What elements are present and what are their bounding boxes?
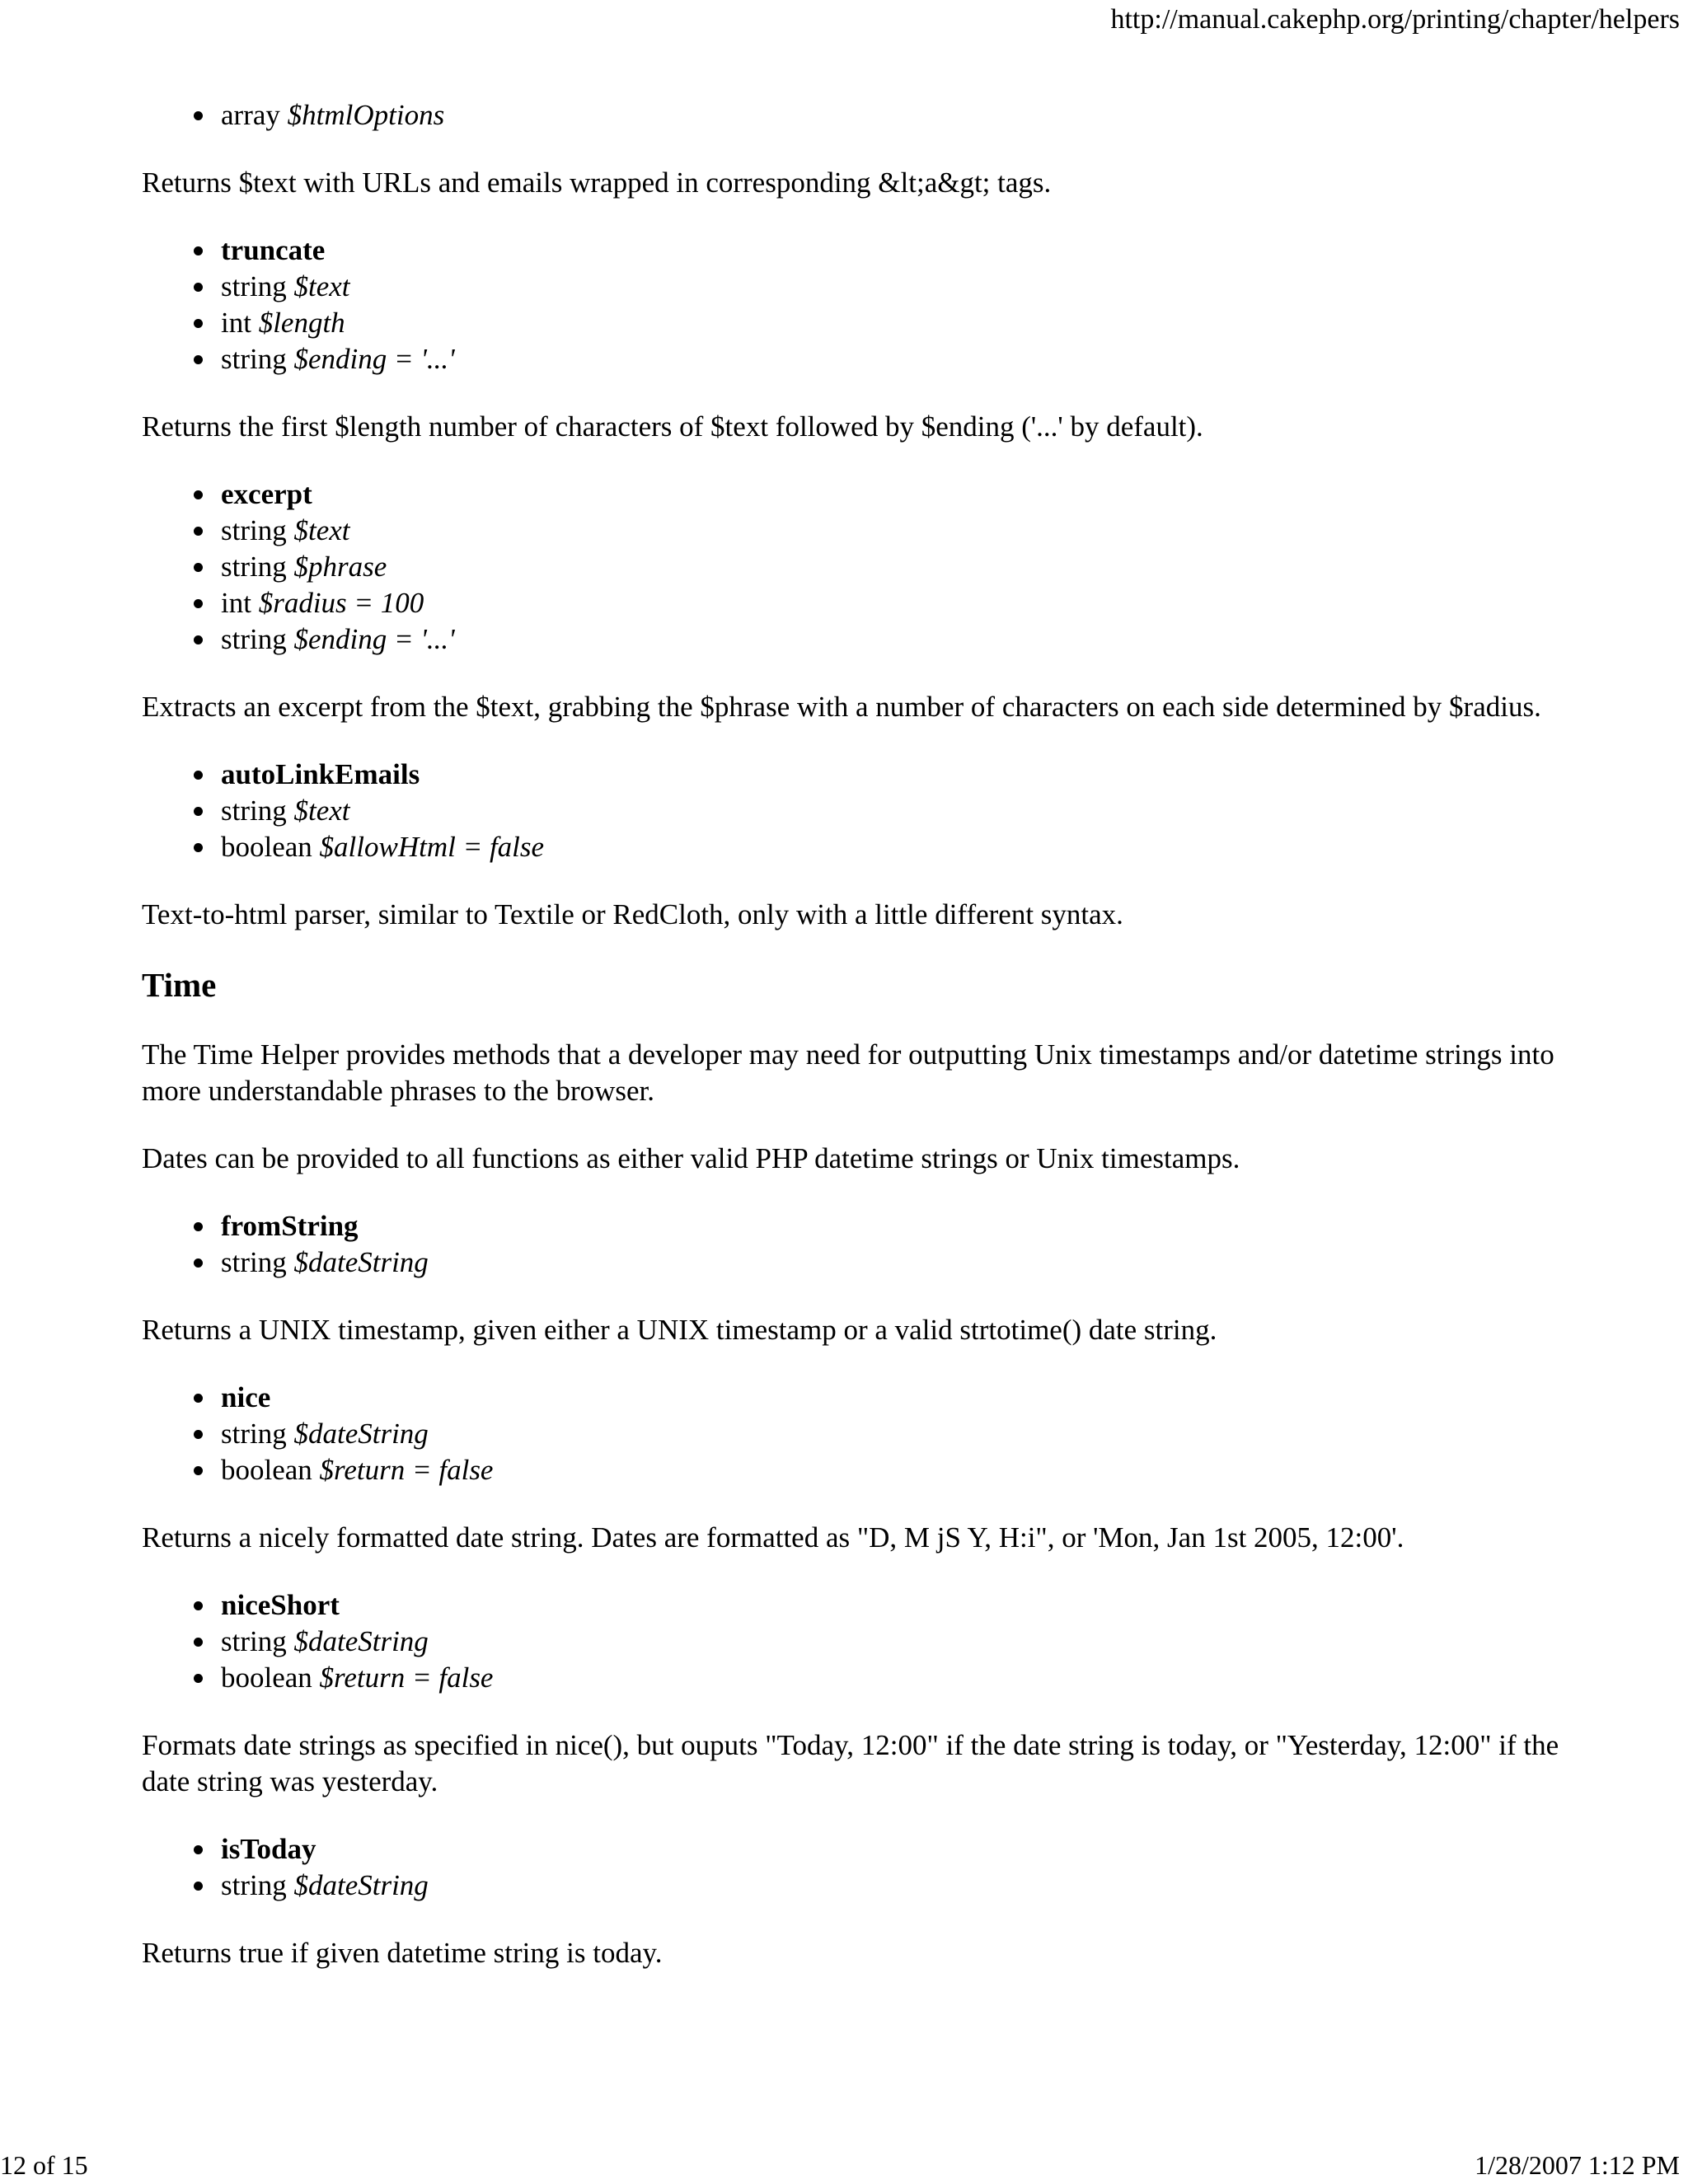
param-list-truncate	[142, 232, 1576, 377]
param-item: string $text	[221, 513, 1576, 549]
param-item: boolean $return = false	[221, 1660, 1576, 1696]
param-item: string $phrase	[221, 549, 1576, 585]
method-name-fromstring: fromString	[221, 1208, 1576, 1244]
param-list-excerpt	[142, 476, 1576, 658]
param-list-fromstring	[142, 1208, 1576, 1281]
method-name-istoday: isToday	[221, 1831, 1576, 1868]
param-item: string $dateString	[221, 1868, 1576, 1904]
description-autolinkemails: Text-to-html parser, similar to Textile or RedCloth, only with a little different syntax.	[142, 898, 1123, 930]
method-name-nice: nice	[221, 1380, 1576, 1416]
param-item: string $dateString	[221, 1244, 1576, 1281]
print-datetime-footer: 1/28/2007 1:12 PM	[1475, 2150, 1680, 2180]
param-item: array $htmlOptions	[221, 97, 1576, 134]
param-item: int $radius = 100	[221, 585, 1576, 621]
param-item: int $length	[221, 305, 1576, 341]
param-list-autolinkemails	[142, 757, 1576, 865]
description-fromstring: Returns a UNIX timestamp, given either a UNIX timestamp or a valid strtotime() date string.	[142, 1314, 1217, 1346]
param-item: string $dateString	[221, 1624, 1576, 1660]
description-truncate: Returns the first $length number of characters of $text followed by $ending ('...' by default).	[142, 410, 1203, 443]
description-nice: Returns a nicely formatted date string. Dates are formatted as "D, M jS Y, H:i", or 'Mon, Jan 1st 2005, 12:00'.	[142, 1521, 1404, 1554]
param-item: boolean $return = false	[221, 1452, 1576, 1488]
param-item: string $text	[221, 269, 1576, 305]
param-item: string $ending = '...'	[221, 341, 1576, 377]
param-item: boolean $allowHtml = false	[221, 829, 1576, 865]
page-number-footer: 12 of 15	[0, 2150, 88, 2180]
page-url-header: http://manual.cakephp.org/printing/chapter/helpers	[1110, 4, 1680, 35]
document-content	[142, 97, 1576, 2003]
time-helper-dates-note: Dates can be provided to all functions as either valid PHP datetime strings or Unix timestamps.	[142, 1142, 1240, 1174]
method-name-autolinkemails: autoLinkEmails	[221, 757, 1576, 793]
description-niceshort: Formats date strings as specified in nice(), but ouputs "Today, 12:00" if the date string is today, or "Yesterday, 12:00" if the date string was yesterday.	[142, 1729, 1559, 1797]
param-item: string $text	[221, 793, 1576, 829]
param-item: string $dateString	[221, 1416, 1576, 1452]
param-list-niceshort	[142, 1587, 1576, 1696]
description-autolink: Returns $text with URLs and emails wrapped in corresponding &lt;a&gt; tags.	[142, 166, 1052, 199]
param-item: string $ending = '...'	[221, 621, 1576, 658]
param-list-autolink-options	[142, 97, 1576, 134]
section-heading-time: Time	[142, 966, 217, 1004]
description-excerpt: Extracts an excerpt from the $text, grabbing the $phrase with a number of characters on each side determined by $radius.	[142, 691, 1541, 723]
method-name-truncate: truncate	[221, 232, 1576, 269]
time-helper-intro: The Time Helper provides methods that a developer may need for outputting Unix timestamps and/or datetime strings into more understandable phrases to the browser.	[142, 1038, 1554, 1107]
method-name-excerpt: excerpt	[221, 476, 1576, 513]
method-name-niceshort: niceShort	[221, 1587, 1576, 1624]
param-list-nice	[142, 1380, 1576, 1488]
param-list-istoday	[142, 1831, 1576, 1904]
description-istoday: Returns true if given datetime string is today.	[142, 1937, 663, 1969]
